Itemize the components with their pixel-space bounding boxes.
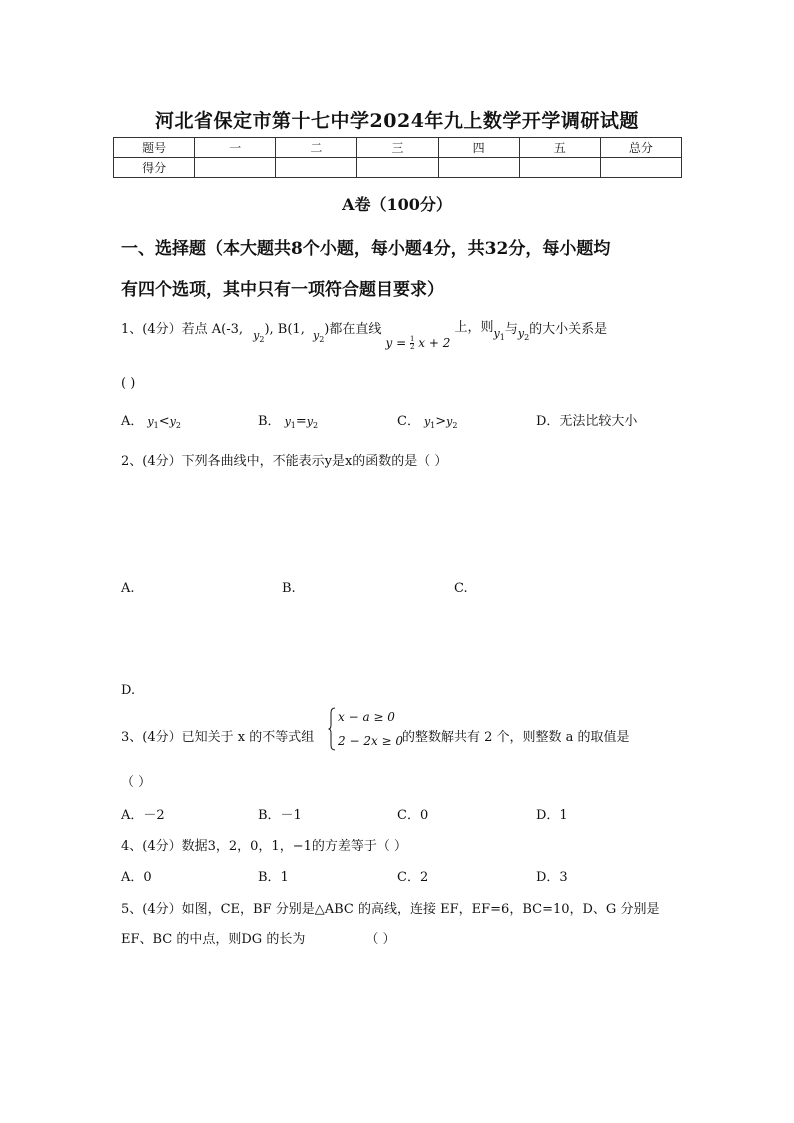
- var-y2: y2: [517, 327, 530, 342]
- q2-option-a: A.: [121, 581, 135, 596]
- q2-option-c: C.: [454, 581, 468, 596]
- q1-mid2: )都在直线: [324, 322, 382, 337]
- score-table: [113, 137, 682, 178]
- question-5-line1: 5、(4分）如图，CE，BF 分别是△ABC 的高线，连接 EF，EF=6，BC=10，D、G 分别是: [121, 902, 660, 917]
- q3-suffix: 的整数解共有 2 个，则整数 a 的取值是: [402, 730, 630, 745]
- part-heading-line2: 有四个选项，其中只有一项符合题目要求）: [121, 280, 444, 300]
- var-y2: y2: [312, 329, 325, 344]
- table-row: [114, 158, 682, 178]
- table-row: [114, 138, 682, 158]
- table-cell: 总分: [600, 138, 681, 158]
- q4-option-a: A．0: [121, 870, 152, 885]
- q4-option-c: C．2: [397, 870, 429, 885]
- q3-option-b: B．－1: [258, 808, 302, 823]
- table-cell: 三: [357, 138, 438, 158]
- q1-option-c: C． $y_1>y_2$: [397, 414, 458, 430]
- q3-prefix: 3、(4分）已知关于 x 的不等式组: [121, 730, 315, 745]
- q1-option-b: B． $y_1=y_2$: [258, 414, 319, 430]
- q1-option-a: A． $y_1<y_2$: [121, 414, 181, 430]
- inequality-1: x − a ≥ 0: [338, 710, 395, 724]
- table-cell: [195, 158, 276, 178]
- question-4: 4、(4分）数据3，2，0，1，−1的方差等于（ ）: [121, 839, 407, 854]
- table-cell: [276, 158, 357, 178]
- inequality-2: 2 − 2x ≥ 0: [338, 734, 404, 748]
- var-y2: y2: [253, 329, 265, 344]
- table-cell: [519, 158, 600, 178]
- fraction: $\frac{1}{2}$: [409, 335, 415, 351]
- question-1: [121, 318, 608, 351]
- q3-option-a: A．－2: [121, 808, 165, 823]
- question-2: 2、(4分）下列各曲线中，不能表示y是x的函数的是（ ）: [121, 454, 448, 469]
- q1-prefix: 1、(4分）若点 A(-3,: [121, 322, 244, 337]
- q4-option-b: B．1: [258, 870, 289, 885]
- q2-option-d: D.: [121, 683, 136, 698]
- q1-suffix-c: 的大小关系是: [529, 322, 608, 337]
- table-cell: 题号: [114, 138, 195, 158]
- table-cell: [357, 158, 438, 178]
- q1-suffix-a: 上，则: [454, 320, 494, 335]
- section-heading: A卷（100分）: [342, 195, 452, 214]
- exam-title: 河北省保定市第十七中学2024年九上数学开学调研试题: [155, 110, 639, 132]
- q1-mid: ), B(1,: [264, 322, 305, 337]
- q1-suffix-b: 与: [504, 322, 518, 337]
- part-heading-line1: 一、选择题（本大题共8个小题，每小题4分，共32分，每小题均: [121, 239, 611, 259]
- table-cell: 一: [195, 138, 276, 158]
- table-cell: [600, 158, 681, 178]
- q3-option-d: D．1: [536, 808, 568, 823]
- question-5-line2: EF、BC 的中点，则DG 的长为 （ ）: [121, 932, 396, 947]
- q4-option-d: D．3: [536, 870, 568, 885]
- line-equation: y = $\frac{1}{2}$ x + 2: [385, 335, 451, 351]
- table-cell: 四: [438, 138, 519, 158]
- brace-icon: [328, 707, 336, 751]
- table-cell: 二: [276, 138, 357, 158]
- q3-answer-paren: （ ）: [121, 775, 152, 790]
- q1-answer-paren: ( ): [121, 376, 136, 391]
- table-cell: 五: [519, 138, 600, 158]
- q2-option-b: B.: [282, 581, 296, 596]
- table-cell: 得分: [114, 158, 195, 178]
- q1-option-d: D．无法比较大小: [536, 414, 638, 429]
- q3-option-c: C．0: [397, 808, 429, 823]
- var-y1: y1: [493, 327, 505, 342]
- table-cell: [438, 158, 519, 178]
